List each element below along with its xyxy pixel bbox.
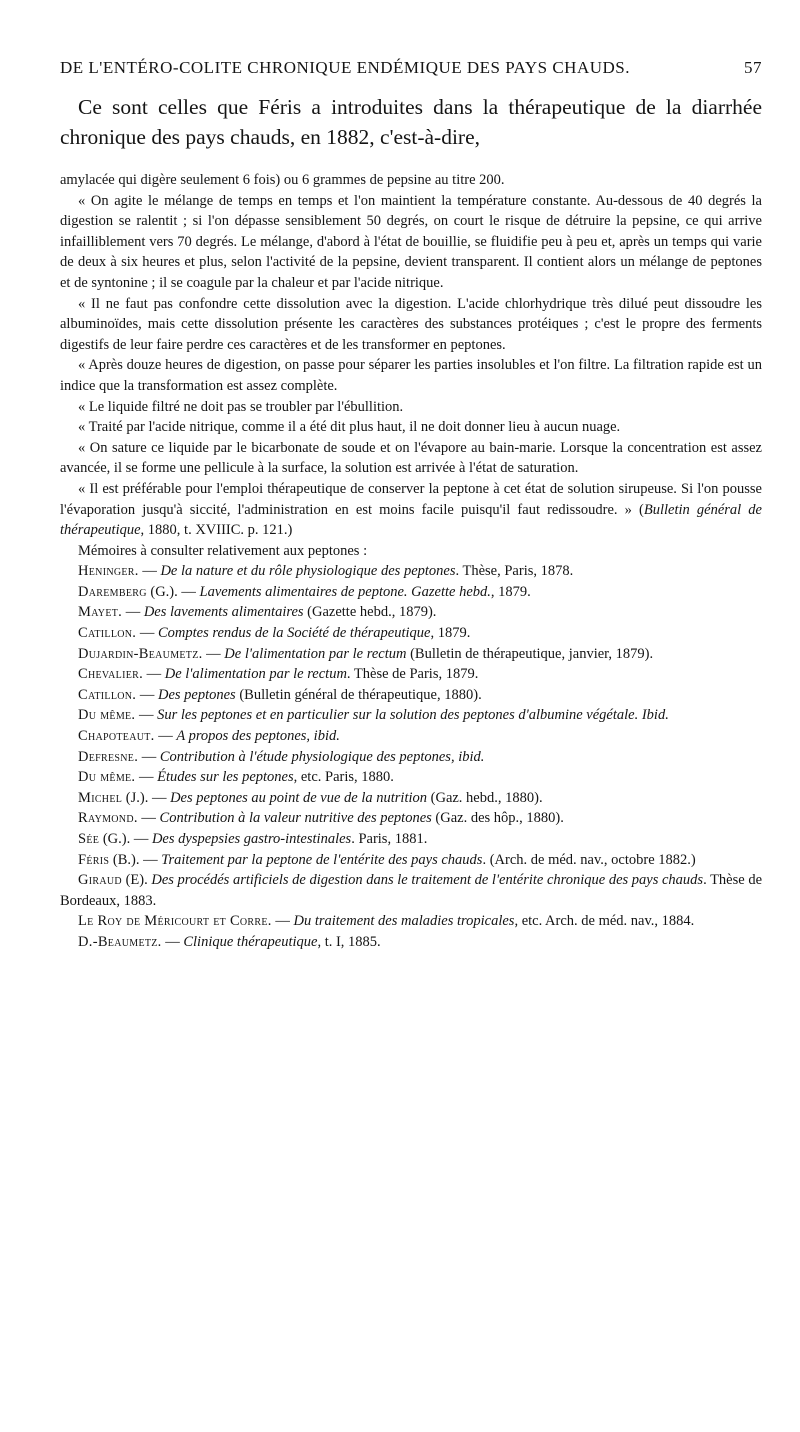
reference-title: Sur les peptones et en particulier sur la solution des peptones d'albumine végétale. Ibid. [157,707,669,724]
reference-author: Raymond. [78,810,138,827]
reference-details: , 1879. [490,583,531,600]
reference-details: , etc. Paris, 1880. [293,769,394,786]
page-number: 57 [744,58,762,77]
reference-author: Chapoteaut. [78,728,155,745]
reference-author: Le Roy de Méricourt et Corre. [78,913,272,930]
reference-separator: — [138,563,161,580]
paragraph: « On agite le mélange de temps en temps et l'on maintient la température constante. Au-dessous de 40 degrés la digestion se ralentit ; si l'on dépasse sensiblement 50 degrés, on court le risque de détruire la pepsine, ce qui arrive infailliblement vers 70 degrés. Le mélange, d'abord à l'état de bouillie, se fluidifie peu à peu et, après un temps qui varie de deux à six heures et plus, selon l'activité de la pepsine, devient transparent. Il contient alors un mélange de peptones et de syntonine ; il se coagule par la chaleur et par l'acide nitrique. [60,192,762,291]
reference-title: Lavements alimentaires de peptone. Gazette hebd. [199,583,491,600]
reference-author: Mayet. [78,604,123,621]
reference-entry [60,685,762,706]
paragraph: « Le liquide filtré ne doit pas se troubler par l'ébullition. [78,398,404,415]
reference-separator: — [161,933,184,950]
reference-title: Des procédés artificiels de digestion dans le traitement de l'entérite chronique des pays chauds [151,872,704,889]
reference-separator: — [202,645,225,662]
reference-author: Du même. [78,707,136,724]
reference-title: Contribution à la valeur nutritive des peptones [159,810,432,827]
reference-title: Études sur les peptones [157,769,294,786]
body-text [60,170,762,541]
reference-entry [60,602,762,623]
reference-entry [60,788,762,809]
reference-title: A propos des peptones, ibid. [176,728,340,745]
reference-details: , 1879. [430,625,471,642]
reference-details: (Gaz. des hôp., 1880). [431,810,564,827]
reference-entry [60,932,762,953]
reference-details: . Thèse de Paris, 1879. [346,666,479,683]
reference-separator: — [138,748,160,765]
reference-author: Dujardin-Beaumetz. [78,645,203,662]
paragraph: « Traité par l'acide nitrique, comme il a été dit plus haut, il ne doit donner lieu à aucun nuage. [78,419,621,436]
reference-separator: — [135,769,158,786]
reference-entries [60,561,762,952]
reference-entry [60,808,762,829]
paragraph: « On sature ce liquide par le bicarbonate de soude et on l'évapore au bain-marie. Lorsque la concentration est assez avancée, il se forme une pellicule à la surface, la solution est arrivée à l'état de saturation. [60,439,762,477]
reference-separator: (G.). — [146,583,200,600]
reference-separator: (J.). — [122,789,171,806]
reference-title: Des peptones [157,686,236,703]
reference-author: Du même. [78,769,136,786]
reference-separator: (B.). — [109,851,162,868]
reference-author: Féris [78,851,110,868]
running-head [60,58,762,78]
reference-details: . (Arch. de méd. nav., octobre 1882.) [482,851,696,868]
reference-author: Sée [78,831,100,847]
reference-separator: — [271,913,294,930]
reference-separator: (G.). — [99,831,152,847]
reference-entry [60,726,762,747]
reference-entry [60,664,762,685]
reference-entry [60,870,762,911]
intro-text: Ce sont celles que Féris a introduites dans la thérapeutique de la diarrhée chronique des pays chauds, en 1882, c'est-à-dire, [60,95,762,149]
paragraph: amylacée qui digère seulement 6 fois) ou 6 grammes de pepsine au titre 200. [60,172,505,188]
reference-details: (Bulletin général de thérapeutique, 1880). [235,686,482,703]
paragraph: « Il ne faut pas confondre cette dissolution avec la digestion. L'acide chlorhydrique très dilué peut dissoudre les albuminoïdes, mais cette dissolution présente les caractères des substances protéiques ; c'est le propre des ferments digestifs de leur faire perdre ces caractères et de les transformer en peptones. [60,295,762,353]
reference-details: , etc. Arch. de méd. nav., 1884. [514,913,695,930]
reference-author: Defresne. [78,748,139,765]
reference-author: Chevalier. [78,666,143,683]
paragraph: « Après douze heures de digestion, on passe pour séparer les parties insolubles et l'on filtre. La filtration rapide est un indice que la transformation est assez complète. [60,357,762,394]
reference-separator: — [154,728,177,745]
reference-title: Contribution à l'étude physiologique des peptones, ibid. [159,748,485,765]
reference-details: (Gaz. hebd., 1880). [427,789,543,806]
reference-author: Catillon. [78,625,137,642]
reference-separator: (E). [121,872,152,889]
reference-list-heading: Mémoires à consulter relativement aux peptones : [78,542,368,559]
reference-entry [60,644,762,665]
reference-details: (Gazette hebd., 1879). [303,604,437,621]
reference-separator: — [136,625,158,642]
paragraph-with-citation [60,479,762,541]
reference-entry [60,911,762,932]
reference-title: Comptes rendus de la Société de thérapeutique [157,625,431,642]
reference-author: Catillon. [78,686,137,703]
reference-entry [60,623,762,644]
reference-entry [60,829,762,850]
reference-entry [60,582,762,603]
reference-details: . Paris, 1881. [351,831,428,847]
reference-title: Des dyspepsies gastro-intestinales [151,831,352,847]
reference-list [60,541,762,953]
reference-details: . Thèse de Bordeaux, 1883. [60,872,763,909]
reference-title: Du traitement des maladies tropicales [293,913,515,930]
reference-author: Michel [78,789,123,806]
reference-entry [60,850,762,871]
reference-author: Heninger. [78,563,139,580]
reference-author: Daremberg [78,583,147,600]
reference-title: De l'alimentation par le rectum [164,666,347,683]
reference-details: . Thèse, Paris, 1878. [455,563,574,580]
running-head-title: DE L'ENTÉRO-COLITE CHRONIQUE ENDÉMIQUE DES PAYS CHAUDS. [60,58,630,77]
reference-entry [60,767,762,788]
reference-title: Traitement par la peptone de l'entérite des pays chauds [161,851,483,868]
reference-title: Des lavements alimentaires [143,604,304,621]
citation-title: Bulletin général de thérapeutique [60,501,762,539]
reference-title: De la nature et du rôle physiologique des peptones [160,563,456,580]
paragraph-text: « Il est préférable pour l'emploi thérapeutique de conserver la peptone à cet état de solution sirupeuse. Si l'on pousse l'évaporation jusqu'à siccité, l'administration en est moins facile puisqu'il faut redissoudre. » ( [60,480,762,518]
reference-separator: — [137,810,160,827]
reference-title: Clinique thérapeutique [183,933,318,950]
reference-separator: — [135,707,158,724]
reference-details: (Bulletin de thérapeutique, janvier, 1879). [406,645,654,662]
citation-details: , 1880, t. XVIIIC. p. 121.) [140,522,293,539]
reference-entry [60,561,762,582]
intro-sentence [60,92,762,152]
reference-entry [60,747,762,768]
reference-entry [60,705,762,726]
reference-author: D.-Beaumetz. [78,933,162,950]
reference-details: , t. I, 1885. [317,933,381,950]
reference-separator: — [136,686,158,703]
reference-title: Des peptones au point de vue de la nutrition [170,789,428,806]
reference-author: Giraud [78,872,122,889]
reference-separator: — [122,604,144,621]
reference-title: De l'alimentation par le rectum [224,645,407,662]
reference-separator: — [143,666,165,683]
